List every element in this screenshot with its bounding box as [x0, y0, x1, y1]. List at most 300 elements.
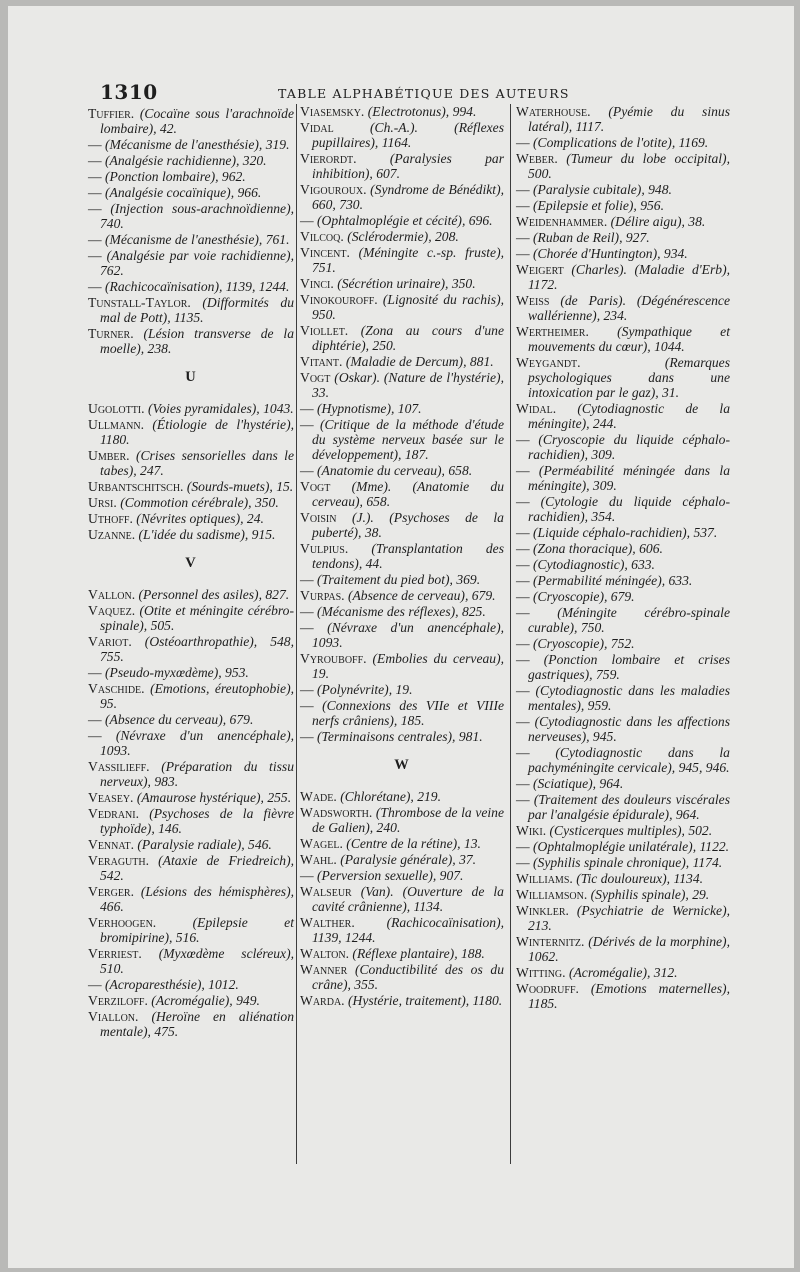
entry-title: (Emotions, éreutophobie), 95.	[100, 681, 294, 711]
index-entry	[88, 401, 294, 416]
index-entry	[516, 151, 730, 181]
entry-title: (Lignosité du rachis), 950.	[312, 292, 504, 322]
index-entry	[300, 151, 504, 181]
entry-title: (Ch.-A.). (Réflexes pupillaires), 1164.	[312, 120, 504, 150]
entry-title: (Analgésie par voie rachidienne), 762.	[100, 248, 294, 278]
index-entry	[88, 853, 294, 883]
entry-title: (Méningite c.-sp. fruste), 751.	[312, 245, 504, 275]
author-name: Vedrani.	[88, 806, 139, 821]
entry-title: (Ponction lombaire et crises gastriques), 759.	[528, 652, 730, 682]
index-entry	[300, 915, 504, 945]
entry-title: (Dérivés de la morphine), 1062.	[528, 934, 730, 964]
index-entry	[516, 324, 730, 354]
index-entry	[516, 541, 730, 556]
index-entry	[88, 884, 294, 914]
entry-title: (Lésion transverse de la moelle), 238.	[100, 326, 295, 356]
entry-title: (Embolies du cerveau), 19.	[312, 651, 504, 681]
entry-title: (Epilepsie et folie), 956.	[533, 198, 664, 213]
author-name: Umber.	[88, 448, 130, 463]
column-divider	[296, 104, 297, 1164]
index-entry	[300, 541, 504, 571]
author-name: —	[88, 232, 102, 247]
section-letter: U	[185, 369, 197, 385]
author-name: —	[516, 525, 530, 540]
author-name: —	[516, 182, 530, 197]
index-entry	[300, 245, 504, 275]
entry-title: (Sciatique), 964.	[533, 776, 624, 791]
index-entry	[88, 153, 294, 168]
index-entry	[88, 201, 294, 231]
entry-title: (Otite et méningite cérébro-spinale), 505.	[100, 603, 294, 633]
author-name: Vierordt.	[300, 151, 357, 166]
author-name: Viasemsky.	[300, 104, 365, 119]
entry-title: (Sourds-muets), 15.	[186, 479, 294, 494]
index-entry	[88, 479, 294, 494]
entry-title: (Zona au cours d'une diphtérie), 250.	[312, 323, 504, 353]
author-name: —	[300, 868, 314, 883]
entry-title: (Syphilis spinale), 29.	[590, 887, 710, 902]
entry-title: (Transplantation des tendons), 44.	[312, 541, 504, 571]
author-name: Vogt	[300, 479, 331, 494]
index-entry	[88, 137, 294, 152]
author-name: Vitant.	[300, 354, 343, 369]
index-entry	[300, 276, 504, 291]
author-name: —	[516, 432, 530, 447]
index-entry	[88, 587, 294, 602]
entry-title: (Cryoscopie), 752.	[533, 636, 635, 651]
index-column-2	[300, 104, 504, 1009]
index-entry	[516, 839, 730, 854]
index-entry	[88, 977, 294, 992]
author-name: Uthoff.	[88, 511, 133, 526]
entry-title: (Remarques psychologiques dans une intoxication par le gaz), 31.	[528, 355, 730, 400]
index-entry	[516, 652, 730, 682]
index-entry	[88, 946, 294, 976]
index-entry	[88, 511, 294, 526]
entry-title: (Étiologie de l'hystérie), 1180.	[100, 417, 294, 447]
index-entry	[300, 572, 504, 587]
author-name: —	[300, 620, 314, 635]
index-entry	[516, 494, 730, 524]
author-name: Turner.	[88, 326, 134, 341]
index-entry	[88, 169, 294, 184]
entry-title: (Traitement du pied bot), 369.	[317, 572, 481, 587]
index-entry	[300, 401, 504, 416]
entry-title: (Zona thoracique), 606.	[533, 541, 663, 556]
author-name: —	[516, 494, 530, 509]
entry-title: (Sclérodermie), 208.	[347, 229, 459, 244]
author-name: —	[88, 665, 102, 680]
index-entry	[88, 665, 294, 680]
author-name: Waterhouse.	[516, 104, 591, 119]
index-entry	[300, 354, 504, 369]
author-name: —	[300, 682, 314, 697]
index-entry	[300, 993, 504, 1008]
author-name: —	[88, 153, 102, 168]
entry-title: (Ophtalmoplégie et cécité), 696.	[317, 213, 493, 228]
index-entry	[516, 557, 730, 572]
entry-title: (Sympathique et mouvements du cœur), 1044.	[528, 324, 730, 354]
entry-title: (Critique de la méthode d'étude du système nerveux basée sur le développement), 187.	[312, 417, 504, 462]
entry-title: (Réflexe plantaire), 188.	[352, 946, 485, 961]
entry-title: (Perversion sexuelle), 907.	[317, 868, 464, 883]
entry-title: (Commotion cérébrale), 350.	[120, 495, 279, 510]
author-name: Wertheimer.	[516, 324, 589, 339]
index-entry	[300, 836, 504, 851]
entry-title: (Mécanisme des réflexes), 825.	[317, 604, 486, 619]
index-entry	[516, 589, 730, 604]
author-name: —	[88, 977, 102, 992]
index-entry	[300, 463, 504, 478]
entry-title: (Myxœdème scléreux), 510.	[100, 946, 294, 976]
index-entry	[88, 279, 294, 294]
entry-title: (Tic douloureux), 1134.	[576, 871, 704, 886]
entry-title: (Acromégalie), 312.	[568, 965, 678, 980]
author-name: Walton.	[300, 946, 350, 961]
entry-title: (de Paris). (Dégénérescence wallérienne), 234.	[528, 293, 730, 323]
index-entry	[88, 915, 294, 945]
author-name: Veasey.	[88, 790, 134, 805]
entry-title: (Liquide céphalo-rachidien), 537.	[533, 525, 718, 540]
author-name: Wade.	[300, 789, 337, 804]
entry-title: (Ponction lombaire), 962.	[105, 169, 246, 184]
index-column-1	[88, 106, 294, 1040]
entry-title: (Psychiatrie de Wernicke), 213.	[528, 903, 730, 933]
author-name: Voisin	[300, 510, 337, 525]
entry-title: (Voies pyramidales), 1043.	[147, 401, 294, 416]
author-name: —	[516, 589, 530, 604]
index-entry	[300, 417, 504, 462]
author-name: Woodruff.	[516, 981, 579, 996]
index-entry	[516, 104, 730, 134]
entry-title: (Absence du cerveau), 679.	[105, 712, 254, 727]
entry-title: (Cytodiagnostic dans la pachyméningite cervicale), 945, 946.	[528, 745, 730, 775]
index-entry	[300, 323, 504, 353]
index-entry	[516, 293, 730, 323]
index-entry	[300, 884, 504, 914]
entry-title: (J.). (Psychoses de la puberté), 38.	[312, 510, 504, 540]
author-name: —	[300, 572, 314, 587]
author-name: Verhoogen.	[88, 915, 157, 930]
author-name: Williams.	[516, 871, 573, 886]
author-name: —	[300, 698, 314, 713]
author-name: Vaquez.	[88, 603, 136, 618]
entry-title: (Heroïne en aliénation mentale), 475.	[100, 1009, 294, 1039]
author-name: —	[516, 652, 530, 667]
author-name: Viallon.	[88, 1009, 139, 1024]
entry-title: (Pyémie du sinus latéral), 1117.	[528, 104, 730, 134]
index-entry	[300, 213, 504, 228]
entry-title: (Anatomie du cerveau), 658.	[317, 463, 473, 478]
index-entry	[300, 729, 504, 744]
author-name: —	[88, 169, 102, 184]
entry-title: (Perméabilité méningée dans la méningite), 309.	[528, 463, 730, 493]
index-entry	[516, 198, 730, 213]
author-name: Tunstall-Taylor.	[88, 295, 191, 310]
index-entry	[300, 588, 504, 603]
author-name: Vassilieff.	[88, 759, 150, 774]
index-entry	[300, 651, 504, 681]
author-name: —	[88, 712, 102, 727]
index-entry	[516, 401, 730, 431]
entry-title: (Polynévrite), 19.	[317, 682, 413, 697]
entry-title: (Mécanisme de l'anesthésie), 761.	[105, 232, 290, 247]
index-entry	[88, 232, 294, 247]
index-entry	[300, 182, 504, 212]
entry-title: (Amaurose hystérique), 255.	[136, 790, 292, 805]
author-name: —	[516, 463, 530, 478]
running-title: TABLE ALPHABÉTIQUE DES AUTEURS	[278, 86, 570, 101]
index-entry	[300, 698, 504, 728]
author-name: Viollet.	[300, 323, 349, 338]
entry-title: (Ruban de Reil), 927.	[533, 230, 650, 245]
entry-title: (Charles). (Maladie d'Erb), 1172.	[528, 262, 730, 292]
index-entry	[516, 636, 730, 651]
index-entry	[88, 185, 294, 200]
index-entry	[300, 510, 504, 540]
entry-title: (Analgésie rachidienne), 320.	[105, 153, 267, 168]
index-entry	[516, 605, 730, 635]
index-entry	[300, 604, 504, 619]
author-name: Vidal	[300, 120, 334, 135]
author-name: Williamson.	[516, 887, 588, 902]
entry-title: (Cryoscopie du liquide céphalo-rachidien), 309.	[528, 432, 730, 462]
index-entry	[516, 714, 730, 744]
index-entry	[516, 965, 730, 980]
index-entry	[516, 355, 730, 400]
entry-title: (Absence de cerveau), 679.	[347, 588, 496, 603]
author-name: —	[516, 855, 530, 870]
section-letter: V	[185, 555, 197, 571]
index-entry	[88, 712, 294, 727]
author-name: —	[88, 137, 102, 152]
author-name: —	[516, 745, 530, 760]
page-number: 1310	[100, 80, 158, 104]
author-name: Warda.	[300, 993, 345, 1008]
author-name: Weiss	[516, 293, 550, 308]
entry-title: (Ophtalmoplégie unilatérale), 1122.	[533, 839, 730, 854]
index-entry	[516, 903, 730, 933]
index-entry	[516, 525, 730, 540]
author-name: —	[516, 792, 530, 807]
entry-title: (Cocaïne sous l'arachnoïde lombaire), 42.	[100, 106, 294, 136]
author-name: —	[300, 213, 314, 228]
author-name: Winternitz.	[516, 934, 585, 949]
entry-title: (Traitement des douleurs viscérales par l'analgésie épidurale), 964.	[528, 792, 730, 822]
entry-title: (Lésions des hémisphères), 466.	[100, 884, 294, 914]
entry-title: (Rachicocaïnisation), 1139, 1244.	[105, 279, 290, 294]
index-entry	[300, 868, 504, 883]
author-name: Weigert	[516, 262, 564, 277]
index-entry	[88, 681, 294, 711]
author-name: —	[516, 683, 530, 698]
entry-title: (Personnel des asiles), 827.	[138, 587, 290, 602]
author-name: Wanner	[300, 962, 348, 977]
index-entry	[300, 292, 504, 322]
index-entry	[300, 479, 504, 509]
entry-title: (Difformités du mal de Pott), 1135.	[100, 295, 294, 325]
entry-title: (Paralysie générale), 37.	[340, 852, 477, 867]
author-name: —	[88, 201, 102, 216]
author-name: —	[516, 605, 530, 620]
author-name: Vogt	[300, 370, 331, 385]
author-name: Ullmann.	[88, 417, 144, 432]
index-entry	[516, 823, 730, 838]
entry-title: (L'idée du sadisme), 915.	[138, 527, 276, 542]
entry-title: (Névraxe d'un anencéphale), 1093.	[312, 620, 504, 650]
entry-title: (Hystérie, traitement), 1180.	[347, 993, 503, 1008]
entry-title: (Acroparesthésie), 1012.	[105, 977, 239, 992]
entry-title: (Centre de la rétine), 13.	[346, 836, 481, 851]
entry-title: (Cysticerques multiples), 502.	[549, 823, 713, 838]
entry-title: (Connexions des VIIe et VIIIe nerfs crâniens), 185.	[312, 698, 505, 728]
author-name: Verger.	[88, 884, 134, 899]
entry-title: (Emotions maternelles), 1185.	[528, 981, 730, 1011]
entry-title: (Mécanisme de l'anesthésie), 319.	[105, 137, 290, 152]
index-entry	[88, 759, 294, 789]
index-entry	[88, 295, 294, 325]
author-name: —	[516, 246, 530, 261]
author-name: —	[88, 279, 102, 294]
author-name: —	[516, 839, 530, 854]
author-name: —	[88, 185, 102, 200]
author-name: Vigouroux.	[300, 182, 367, 197]
author-name: Witting.	[516, 965, 566, 980]
entry-title: (Pseudo-myxœdème), 953.	[105, 665, 249, 680]
entry-title: (Permabilité méningée), 633.	[533, 573, 693, 588]
entry-title: (Délire aigu), 38.	[610, 214, 706, 229]
entry-title: (Tumeur du lobe occipital), 500.	[528, 151, 730, 181]
author-name: Vinci.	[300, 276, 334, 291]
index-entry	[300, 104, 504, 119]
entry-title: (Méningite cérébro-spinale curable), 750.	[528, 605, 730, 635]
entry-title: (Paralysie cubitale), 948.	[533, 182, 672, 197]
index-entry	[88, 248, 294, 278]
entry-title: (Cytodiagnostic dans les maladies mentales), 959.	[528, 683, 730, 713]
entry-title: (Psychoses de la fièvre typhoïde), 146.	[100, 806, 294, 836]
index-entry	[516, 776, 730, 791]
entry-title: (Sécrétion urinaire), 350.	[337, 276, 476, 291]
author-name: Tuffier.	[88, 106, 135, 121]
author-name: Widal.	[516, 401, 557, 416]
author-name: Wagel.	[300, 836, 343, 851]
index-entry	[88, 417, 294, 447]
entry-title: (Conductibilité des os du crâne), 355.	[312, 962, 504, 992]
index-entry	[516, 230, 730, 245]
index-entry	[516, 981, 730, 1011]
author-name: Walseur	[300, 884, 352, 899]
index-entry	[88, 790, 294, 805]
author-name: Vurpas.	[300, 588, 345, 603]
section-letter: W	[394, 757, 410, 773]
entry-title: (Chorée d'Huntington), 934.	[533, 246, 688, 261]
index-entry	[516, 432, 730, 462]
entry-title: (Maladie de Dercum), 881.	[345, 354, 494, 369]
entry-title: (Oskar). (Nature de l'hystérie), 33.	[312, 370, 504, 400]
index-entry	[88, 634, 294, 664]
index-entry	[516, 246, 730, 261]
entry-title: (Chlorétane), 219.	[340, 789, 441, 804]
author-name: —	[300, 604, 314, 619]
author-name: Vallon.	[88, 587, 136, 602]
author-name: Vennat.	[88, 837, 134, 852]
entry-title: (Rachicocaïnisation), 1139, 1244.	[312, 915, 504, 945]
index-entry	[300, 682, 504, 697]
index-entry	[300, 946, 504, 961]
entry-title: (Crises sensorielles dans le tabes), 247.	[100, 448, 294, 478]
index-entry	[88, 837, 294, 852]
author-name: Verriest.	[88, 946, 142, 961]
index-entry	[300, 370, 504, 400]
entry-title: (Névraxe d'un anencéphale), 1093.	[100, 728, 295, 758]
author-name: Ugolotti.	[88, 401, 145, 416]
index-entry	[88, 495, 294, 510]
index-entry	[88, 106, 294, 136]
entry-title: (Cryoscopie), 679.	[533, 589, 635, 604]
author-name: —	[300, 729, 314, 744]
index-entry	[516, 887, 730, 902]
index-entry	[300, 805, 504, 835]
index-entry	[300, 962, 504, 992]
index-entry	[516, 745, 730, 775]
index-entry	[516, 934, 730, 964]
index-entry	[516, 262, 730, 292]
index-entry	[88, 527, 294, 542]
entry-title: (Cytologie du liquide céphalo-rachidien), 354.	[528, 494, 730, 524]
entry-title: (Ostéoarthropathie), 548, 755.	[100, 634, 294, 664]
author-name: Winkler.	[516, 903, 569, 918]
column-divider	[510, 104, 511, 1164]
entry-title: (Terminaisons centrales), 981.	[317, 729, 483, 744]
index-entry	[300, 789, 504, 804]
entry-title: (Cytodiagnostic dans les affections nerveuses), 945.	[528, 714, 730, 744]
author-name: Ursi.	[88, 495, 117, 510]
index-entry	[88, 806, 294, 836]
author-name: —	[516, 573, 530, 588]
index-entry	[88, 603, 294, 633]
index-entry	[516, 135, 730, 150]
author-name: Vilcoq.	[300, 229, 344, 244]
index-entry	[88, 993, 294, 1008]
entry-title: (Cytodiagnostic), 633.	[533, 557, 655, 572]
index-entry	[516, 182, 730, 197]
entry-title: (Paralysie radiale), 546.	[137, 837, 272, 852]
author-name: —	[300, 463, 314, 478]
index-entry	[88, 326, 294, 356]
index-entry	[300, 852, 504, 867]
entry-title: (Syndrome de Bénédikt), 660, 730.	[312, 182, 504, 212]
author-name: Wiki.	[516, 823, 547, 838]
index-entry	[300, 229, 504, 244]
author-name: —	[516, 541, 530, 556]
author-name: Vulpius.	[300, 541, 349, 556]
index-entry	[516, 683, 730, 713]
entry-title: (Van). (Ouverture de la cavité crânienne), 1134.	[312, 884, 504, 914]
index-entry	[88, 728, 294, 758]
author-name: Veraguth.	[88, 853, 149, 868]
index-entry	[516, 792, 730, 822]
entry-title: (Complications de l'otite), 1169.	[533, 135, 709, 150]
entry-title: (Electrotonus), 994.	[367, 104, 477, 119]
index-entry	[88, 448, 294, 478]
author-name: Weber.	[516, 151, 558, 166]
entry-title: (Injection sous-arachnoïdienne), 740.	[100, 201, 294, 231]
author-name: Weidenhammer.	[516, 214, 608, 229]
index-entry	[516, 214, 730, 229]
author-name: —	[516, 230, 530, 245]
index-entry	[516, 573, 730, 588]
index-entry	[300, 120, 504, 150]
